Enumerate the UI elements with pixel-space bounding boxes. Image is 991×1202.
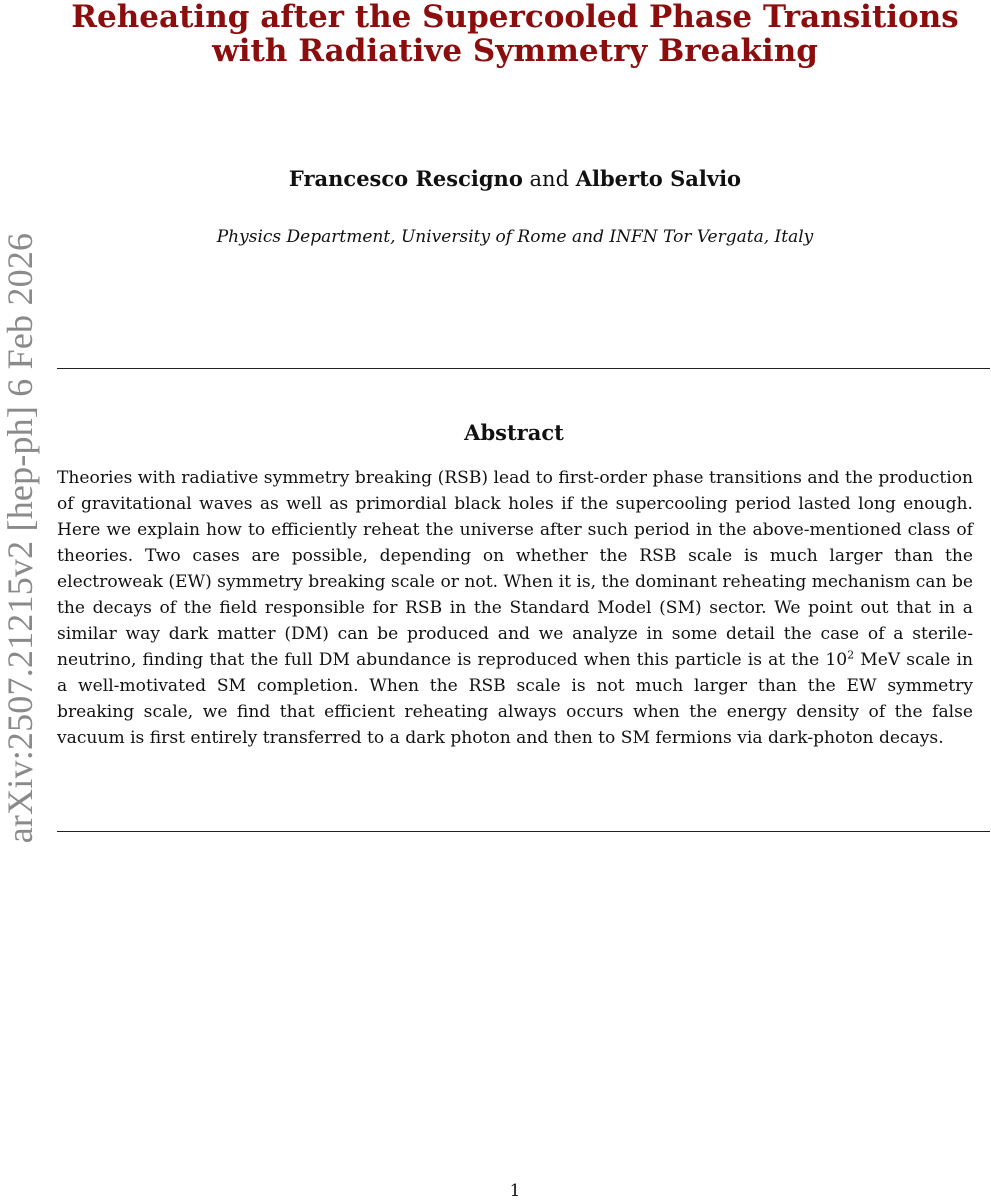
abstract-text [57, 465, 973, 751]
exponent-base: 10 [825, 650, 848, 670]
page-number: 1 [509, 1181, 521, 1201]
abstract-text-part-2: MeV scale in a well-motivated SM completion. When the RSB scale is not much larger than the EW symmetry breaking scale, we find that efficient reheating always occurs when the energy density of the false vacuum is first entirely transferred to a dark photon and then to SM fermions via dark-photon decays. [57, 650, 973, 748]
paper-title-line-1: Reheating after the Supercooled Phase Transitions [71, 0, 959, 35]
exponent-power: 2 [847, 648, 855, 662]
author-name: Alberto Salvio [575, 166, 742, 191]
abstract-text-part-1: Theories with radiative symmetry breaking (RSB) lead to first-order phase transitions and the production of gravitational waves as well as primordial black holes if the supercooling period lasted long enough. Here we explain how to efficiently reheat the universe after such period in the above-mentioned class of theories. Two cases are possible, depending on whether the RSB scale is much larger than the electroweak (EW) symmetry breaking scale or not. When it is, the dominant reheating mechanism can be the decays of the field responsible for RSB in the Standard Model (SM) sector. We point out that in a similar way dark matter (DM) can be produced and we analyze in some detail the case of a sterile-neutrino, finding that the full DM abundance is reproduced when this particle is at the [57, 468, 973, 670]
author-name: Francesco Rescigno [288, 166, 523, 191]
bottom-divider [57, 831, 990, 832]
paper-title-line-2: with Radiative Symmetry Breaking [212, 33, 818, 69]
author-affiliation: Physics Department, University of Rome and INFN Tor Vergata, Italy [216, 227, 814, 247]
author-list [60, 166, 970, 192]
math-exponent-expression [825, 650, 854, 670]
author-conjunction: and [529, 167, 570, 191]
paper-title [60, 0, 970, 68]
top-divider [57, 368, 990, 369]
abstract-heading: Abstract [464, 420, 564, 445]
arxiv-identifier-stamp: arXiv:2507.21215v2 [hep-ph] 6 Feb 2026 [0, 232, 40, 844]
